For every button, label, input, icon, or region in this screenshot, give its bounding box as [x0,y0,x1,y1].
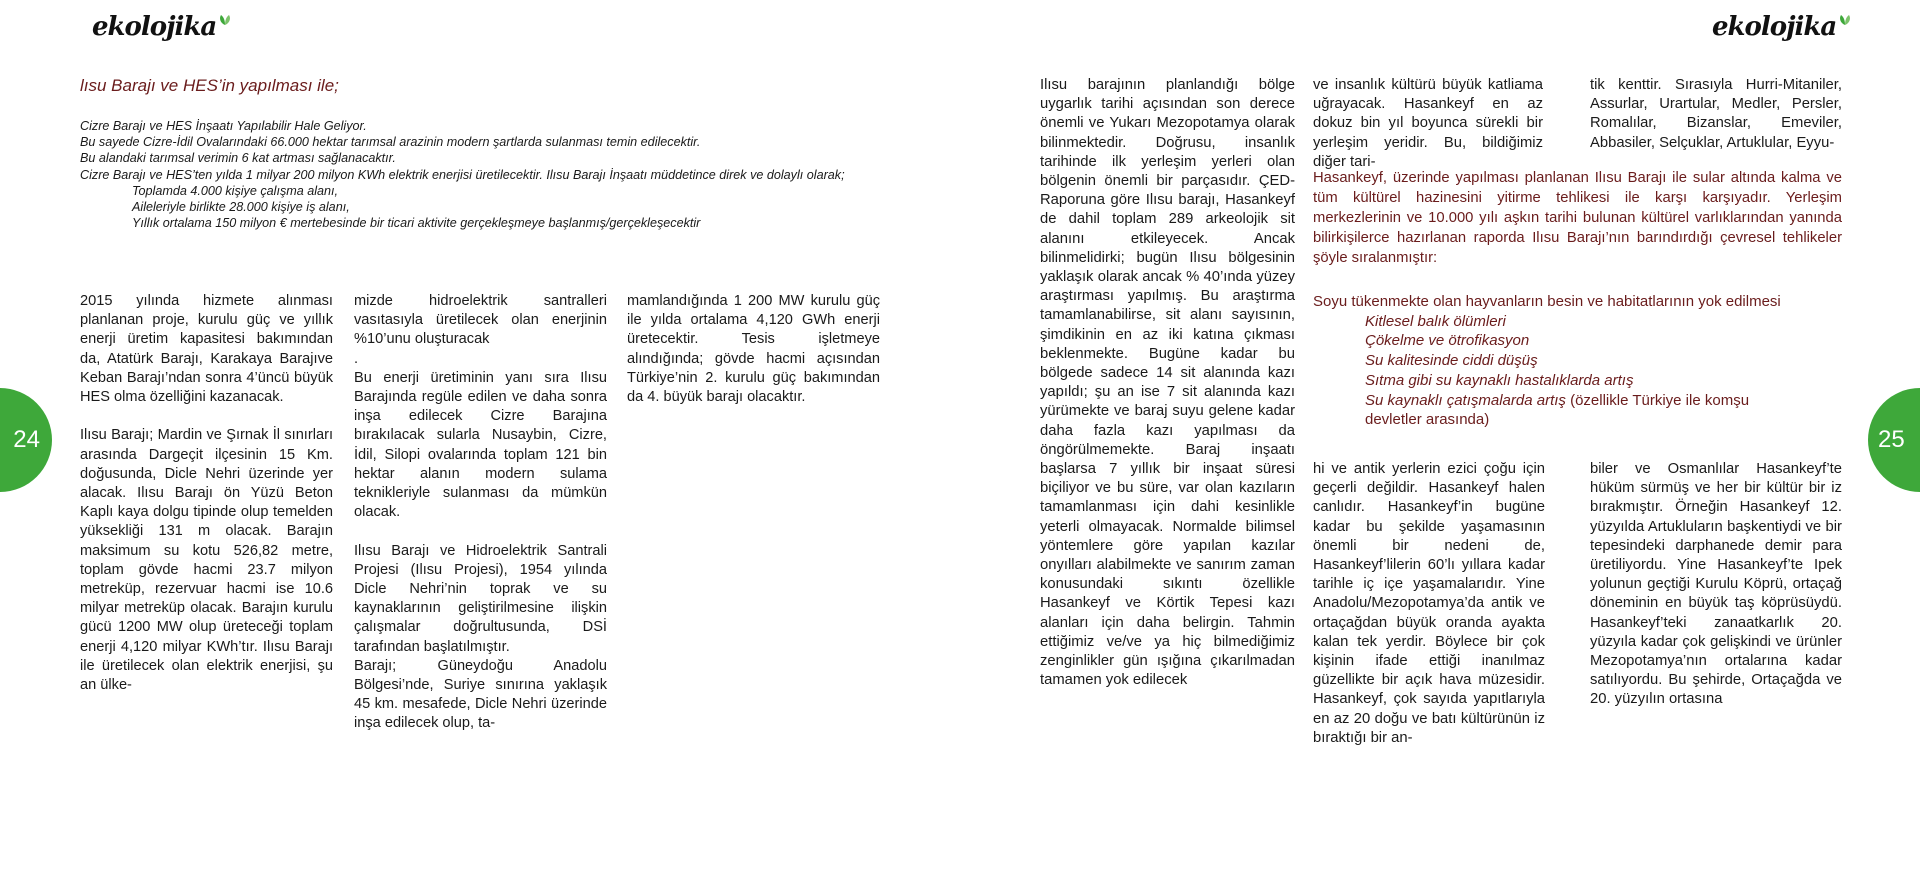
list-item: Çökelme ve ötrofikasyon [1365,332,1530,350]
right-column-c-bottom [1590,460,1842,710]
highlight-paragraph [1313,168,1842,268]
italic-summary [80,118,880,231]
leaf-icon [218,14,232,26]
list-item: Sıtma gibi su kaynaklı hastalıklarda artış [1365,371,1634,389]
paragraph: Ilısu Barajı; Mardin ve Şırnak İl sınırları arasında Dargeçit ilçesinin 15 Km. doğusunda, Dicle Nehri üzerinde yer alacak. Ilısu Barajı ön Yüzü Beton Kaplı kaya dolgu tipinde olup temelden yüksekliği 131 m olacak. Barajın maksimum su kotu 526,82 metre, toplam gövde hacmi 23.7 milyon metreküp, rezervuar hacmi ise 10.6 milyar metreküp olacak. Barajın kurulu gücü 1200 MW olup üreteceği toplam enerji 4,120 milyar KWh’tır. Ilısu Barajı ile üretilecek olan elektrik enerjisi, şu an ülke- [80,427,333,694]
paragraph: biler ve Osmanlılar Hasankeyf’te hüküm sürmüş ve her bir kültür bir iz bırakmıştır. Örneğin Hasankeyf 12. yüzyılda Artukluların başkentiydi ve bir tepesindeki darphanede demir para üretiliyordu. Yine Hasankeyf’te Ipek yolunun geçtiği Kurulu Köprü, ortaçağ döneminin en büyük taş köprüsüydü. Hasankeyf’teki zanaatkarlık 20. yüzyıla kadar çok gelişkindi ve ürünler Mezopotamya’nın ortalarına kadar satılıyordu. Bu şehirde, Ortaçağda ve 20. yüzyılın ortasına [1590,461,1842,708]
page-number-right [1868,388,1920,492]
paragraph: mamlandığında 1 200 MW kurulu güç ile yılda ortalama 4,120 GWh enerji üretecektir. Tesis işletmeye alındığında; gövde hacmi açısından Türkiye’nin 2. kurulu güç bakımından da 4. büyük barajı olacaktır. [627,293,880,406]
paragraph: Bu enerji üretiminin yanı sıra Ilısu Barajında regüle edilen ve daha sonra inşa edilecek Cizre Barajına bırakılacak sularla Nusaybin, Cizre, İdil, Silopi ovalarında toplam 121 bin hektar alanın modern sulama teknikleriyle sulanması da mümkün olacak. [354,369,607,521]
list-item: Su kalitesinde ciddi düşüş [1365,352,1538,370]
right-column-b-bottom [1313,460,1545,748]
summary-line: Bu alandaki tarımsal verimin 6 kat artması sağlanacaktır. [80,151,396,166]
list-item-text: Su kaynaklı çatışmalarda artış [1365,391,1566,409]
page-number-text: 24 [13,426,40,453]
summary-line: Bu sayede Cizre-İdil Ovalarındaki 66.000 hektar tarımsal arazinin modern şartlarda sulanması temin edilecektir. [80,135,701,150]
list-intro: Soyu tükenmekte olan hayvanların besin ve habitatlarının yok edilmesi [1313,293,1781,310]
paragraph: hi ve antik yerlerin ezici çoğu için geçerli değildir. Hasankeyf halen canlıdır. Hasankeyf’in bugüne kadar bu şekilde yaşamasının önemli bir nedeni de, Hasankeyf’lilerin 60’lı yıllara kadar tarihle iç içe yaşamalarıdır. Yine Anadolu/Mezopotamya’da antik ve ortaçağdan büyük oranda ayakta kalan tek yerdir. Böylece bir çok kişinin ifade ettiği inanılmaz güzellikte bir açık hava müzesidir. Hasankeyf, çok sayıda yapıtlarıyla en az 20 doğu ve batı kültürünün iz bıraktığı bir an- [1313,461,1545,746]
logo-text: ekolojika [92,12,217,42]
list-item: Kitlesel balık ölümleri [1365,312,1506,330]
summary-indented-line: Aileleriyle birlikte 28.000 kişiye iş alanı, [132,200,350,215]
paragraph: Ilısu barajının planlandığı bölge uygarlık tarihi açısından son derece önemli ve Yukarı Mezopotamya olarak bilinmektedir. Doğrusu, insanlık tarihinde ilk yerleşim yerleri olan bölgenin önemli bir parçasıdır. ÇED-Raporuna göre Ilısu barajı, Hasankeyf de dahil toplam 289 arkeolojik sit alanını etkileyecek. Ancak bilinmelidirki; bugün Ilısu bölgesinin yaklaşık olarak ancak % 40’ında yüzey araştırması yapılmış. Bu araştırma tamamlanabilirse, sit alanı sayısının, şimdikinin en az iki katına çıkması beklenmekte. Bugüne kadar bu bölgede sadece 14 sit alanında kazı yapıldı; şu an ise 7 sit alanında kazı yürümekte ve baraj suyu gelene kadar daha fazla kazı yapılması da öngörülmemekte. Baraj inşaatı başlarsa 7 yıllık bir inşaat süresi biçiliyor ve bu süre, var olan kazıların tamamlanması için dahi kesinlikle yeterli olmayacak. Normalde bilimsel yöntemlere göre yapılan kazılar onyılları alabilmekte ve sanırım zaman konusundaki sıkıntı özellikle Hasankeyf ve Körtik Tepesi kazı alanları için daha belirgin. Tahmin ettiğimiz ve/ve ya hiç bilmediğimiz zenginlikler gün ışığına çıkarılmadan tamamen yok edilecek [1040,77,1295,689]
summary-indented-line: Toplamda 4.000 kişiye çalışma alanı, [132,183,339,198]
right-column-a [1040,76,1295,691]
ekolojika-logo-left [92,12,216,42]
summary-indented-line: Yıllık ortalama 150 milyon € mertebesinde bir ticari aktivite gerçekleşmeye başlanmış/gerçekleşecektir [132,216,701,231]
list-item [1313,391,1773,430]
logo-text: ekolojika [1712,12,1837,42]
paragraph: Barajı; Güneydoğu Anadolu Bölgesi’nde, Suriye sınırına yaklaşık 45 km. mesafede, Dicle Nehri üzerinde inşa edilecek olup, ta- [354,657,607,732]
leaf-icon [1838,14,1852,26]
summary-line: Cizre Barajı ve HES’ten yılda 1 milyar 200 milyon KWh elektrik enerjisi üretilecektir. Ilısu Barajı İnşaatı müddetince direk ve dolaylı olarak; [80,167,845,182]
paragraph: tik kenttir. Sırasıyla Hurri-Mitaniler, Assurlar, Urartular, Medler, Persler, Romalılar, Bizanslar, Emeviler, Abbasiler, Selçuklar, Artuklular, Eyyu- [1590,77,1842,151]
paragraph: Hasankeyf, üzerinde yapılması planlanan Ilısu Barajı ile sular altında kalma ve tüm kültürel hazinesini yitirme tehlikesi ile karşı karşıyadır. Yerleşim merkezlerinin ve 10.000 yılı aşkın tarihi bulunan kültürel varlıklarından yanında bilirkişilerce hazırlanan raporda Ilısu Barajı’nın barındırdığı çevresel tehlikeler şöyle sıralanmıştır: [1313,170,1842,266]
paragraph: Ilısu Barajı ve Hidroelektrik Santrali Projesi (Ilısu Projesi), 1954 yılında Dicle Nehri’nin toprak ve su kaynaklarının geliştirilmesine ilişkin çalışmalar doğrultusunda, DSİ tarafından başlatılmıştır. [354,542,607,655]
right-column-c-top [1590,76,1842,153]
paragraph: . [354,350,359,367]
page-number-left [0,388,52,492]
paragraph: ve insanlık kültürü büyük katliama uğrayacak. Hasankeyf en az dokuz bin yıl boyunca sürekli bir yerleşim yeridir. Bu, bildiğimiz diğer tari- [1313,77,1543,170]
summary-line: Cizre Barajı ve HES İnşaatı Yapılabilir Hale Geliyor. [80,119,367,133]
list-item-note: (özellikle Türkiye ile komşu devletler arasında) [1365,391,1750,429]
right-column-b-top [1313,76,1543,172]
left-column-3 [627,292,880,407]
left-column-1 [80,292,333,695]
page-number-text: 25 [1878,426,1905,453]
left-column-2 [354,292,607,734]
ekolojika-logo-right [1712,12,1836,42]
section-headline: lısu Barajı ve HES’in yapılması ile; [80,76,339,95]
paragraph: 2015 yılında hizmete alınması planlanan proje, kurulu güç ve yıllık enerji üretim kapasitesi bakımından da, Atatürk Barajı, Karakaya Barajıve Keban Barajı’ndan sonra 4’üncü büyük HES olma özelliğini kazanacak. [80,293,333,406]
environmental-risks-list [1313,292,1873,430]
paragraph: mizde hidroelektrik santralleri vasıtasıyla üretilecek olan enerjinin %10’unu oluşturacak [354,293,607,348]
